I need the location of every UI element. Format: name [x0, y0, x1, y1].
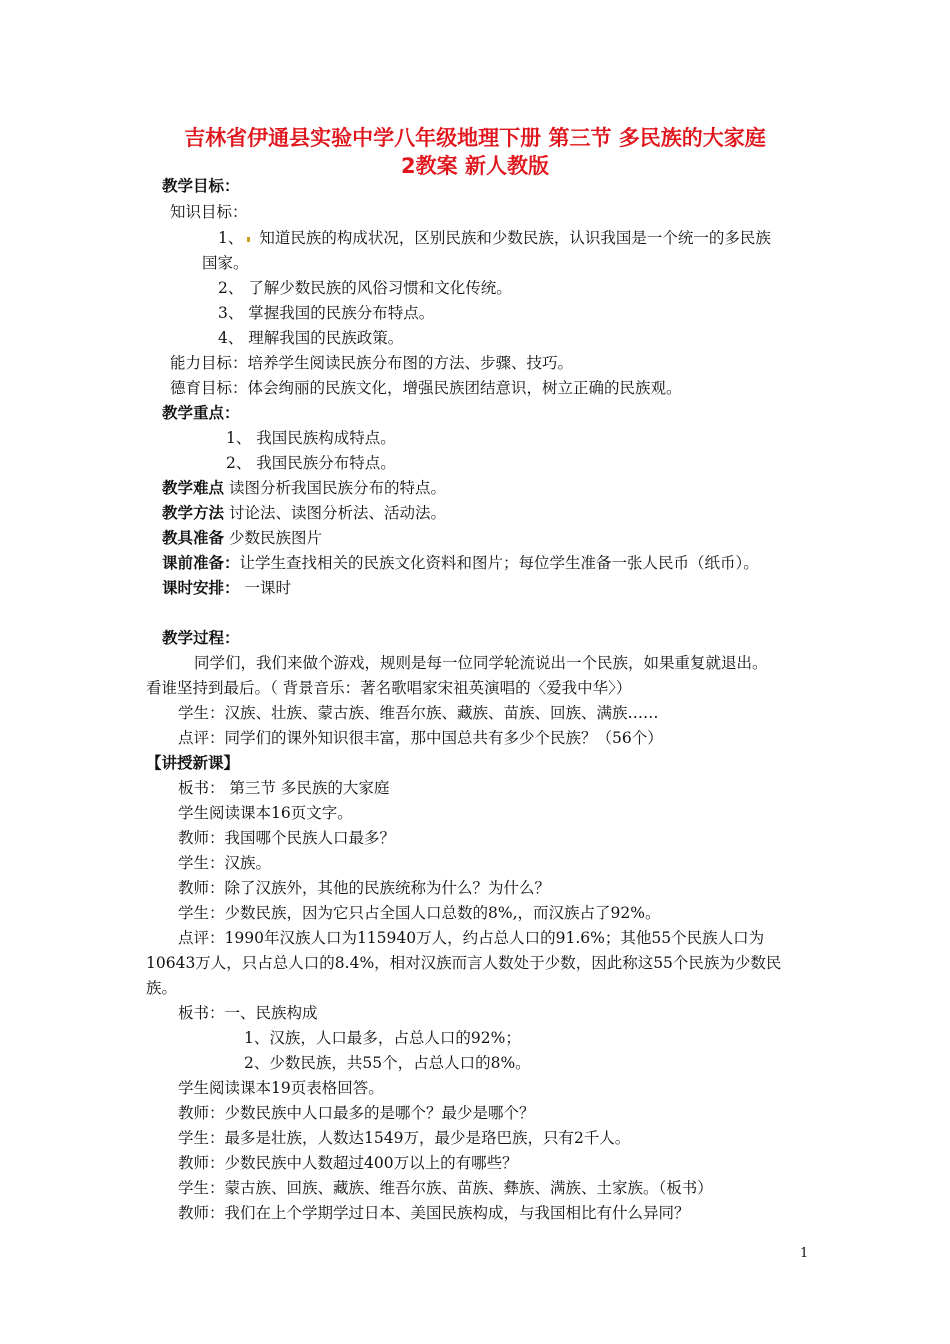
keypoint-1: 1、 我国民族构成特点。: [226, 429, 396, 447]
difficulty-text: 读图分析我国民族分布的特点。: [224, 479, 446, 497]
process-heading: 教学过程：: [162, 629, 240, 647]
process-line-1: 同学们，我们来做个游戏，规则是每一位同学轮流说出一个民族，如果重复就退出。: [194, 654, 768, 672]
prep-label: 课前准备：: [162, 554, 240, 572]
process-line-18: 教师：少数民族中人口最多的是哪个？最少是哪个？: [178, 1104, 535, 1122]
difficulty-label: 教学难点: [162, 479, 225, 497]
keypoints-heading: 教学重点：: [162, 404, 240, 422]
knowledge-item-1-cont: 国家。: [202, 254, 249, 272]
process-line-12: 10643万人，只占总人口的8.4%，相对汉族而言人数处于少数，因此称这55个民族为少数民: [146, 954, 782, 972]
prep-text: 让学生查找相关的民族文化资料和图片；每位学生准备一张人民币（纸币）。: [239, 554, 759, 572]
process-line-4: 点评：同学们的课外知识很丰富，那中国总共有多少个民族？（56个）: [178, 729, 663, 747]
mark-dot: [247, 237, 250, 242]
tools-line: [162, 528, 322, 548]
document-title-line2: 2教案 新人教版: [401, 154, 549, 178]
time-label: 课时安排：: [162, 579, 240, 597]
page-number: 1: [800, 1246, 809, 1261]
knowledge-item-3: 3、 掌握我国的民族分布特点。: [218, 304, 435, 322]
process-line-3: 学生：汉族、壮族、蒙古族、维吾尔族、藏族、苗族、回族、满族……: [178, 704, 659, 722]
process-line-16: 2、少数民族，共55个，占总人口的8%。: [244, 1054, 531, 1072]
process-line-8: 学生：汉族。: [178, 854, 272, 872]
process-line-2: 看谁坚持到最后。（ 背景音乐：著名歌唱家宋祖英演唱的〈爱我中华〉）: [146, 679, 632, 697]
knowledge-item-4: 4、 理解我国的民族政策。: [218, 329, 404, 347]
process-line-7: 教师：我国哪个民族人口最多？: [178, 829, 396, 847]
tools-text: 少数民族图片: [224, 529, 322, 547]
keypoint-2: 2、 我国民族分布特点。: [226, 454, 396, 472]
time-text: 一课时: [239, 579, 291, 597]
knowledge-heading: 知识目标：: [170, 203, 248, 221]
method-label: 教学方法: [162, 504, 225, 522]
time-line: [162, 578, 291, 598]
process-line-6: 学生阅读课本16页文字。: [178, 804, 353, 822]
process-line-13: 族。: [146, 979, 178, 997]
process-line-15: 1、汉族，人口最多，占总人口的92%；: [244, 1029, 521, 1047]
knowledge-item-1-text: 知道民族的构成状况，区别民族和少数民族，认识我国是一个统一的多民族: [259, 229, 771, 247]
document-title-line1: 吉林省伊通县实验中学八年级地理下册 第三节 多民族的大家庭: [184, 126, 766, 150]
method-text: 讨论法、读图分析法、活动法。: [224, 504, 446, 522]
process-line-9: 教师：除了汉族外，其他的民族统称为什么？为什么？: [178, 879, 551, 897]
knowledge-item-1: [218, 228, 771, 248]
tools-label: 教具准备: [162, 529, 225, 547]
knowledge-item-2: 2、 了解少数民族的风俗习惯和文化传统。: [218, 279, 512, 297]
objectives-heading: 教学目标：: [162, 177, 240, 195]
knowledge-item-1-num: 1、: [218, 229, 244, 247]
process-line-22: 教师：我们在上个学期学过日本、美国民族构成，与我国相比有什么异同？: [178, 1204, 690, 1222]
prep-line: [162, 553, 759, 573]
process-line-19: 学生：最多是壮族，人数达1549万，最少是珞巴族，只有2千人。: [178, 1129, 631, 1147]
process-line-14: 板书：一、民族构成: [178, 1004, 318, 1022]
process-line-11: 点评：1990年汉族人口为115940万人，约占总人口的91.6%；其他55个民族人口为: [178, 929, 765, 947]
process-line-10: 学生：少数民族，因为它只占全国人口总数的8%,，而汉族占了92%。: [178, 904, 661, 922]
process-line-5: 板书： 第三节 多民族的大家庭: [178, 779, 390, 797]
process-line-21: 学生：蒙古族、回族、藏族、维吾尔族、苗族、彝族、满族、土家族。（板书）: [178, 1179, 713, 1197]
method-line: [162, 503, 446, 523]
process-line-20: 教师：少数民族中人数超过400万以上的有哪些？: [178, 1154, 518, 1172]
ability-objective: 能力目标：培养学生阅读民族分布图的方法、步骤、技巧。: [170, 354, 574, 372]
moral-objective: 德育目标：体会绚丽的民族文化，增强民族团结意识，树立正确的民族观。: [170, 379, 682, 397]
process-line-17: 学生阅读课本19页表格回答。: [178, 1079, 384, 1097]
difficulty-line: [162, 478, 446, 498]
new-lesson-heading: 【讲授新课】: [146, 754, 240, 772]
